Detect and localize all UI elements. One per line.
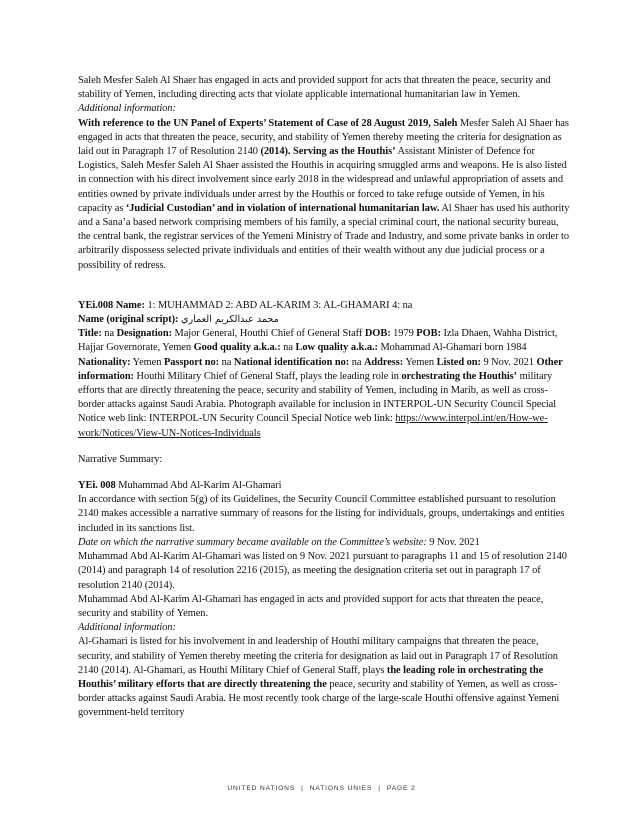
footer-separator: |: [301, 785, 304, 792]
entry-dob-value: 1979: [390, 328, 417, 340]
entry-other-info-label: Other information:: [78, 356, 563, 382]
document-page: [78, 74, 570, 721]
entry-name-value: 1: MUHAMMAD 2: ABD AL-KARIM 3: AL-GHAMARI 4: na: [144, 299, 413, 311]
section1-intro: [78, 74, 570, 273]
narrative-para-1: In accordance with section 5(g) of its Guidelines, the Security Council Committee established pursuant to resolution 2140 makes accessible a narrative summary of reasons for the listing for individuals, groups, undertakings and entities included in its sanctions list.: [78, 494, 565, 534]
body-text-3: Al Shaer has used his authority and a Sana’a based network comprising members of his family, a special criminal court, the national security bureau, the central bank, the registrar services of the Yemeni Ministry of Trade and Industry, and some private banks in order to arbitrarily dispossess selected private individuals and entities of their wealth without any due judicial process or a possibility of redress.: [78, 202, 570, 271]
entry-passport-label: Passport no:: [163, 356, 220, 368]
narrative-date-label: Date on which the narrative summary became available on the Committee’s website:: [78, 536, 427, 548]
entry-designation-value: Major General, Houthi Chief of General Staff: [171, 328, 365, 340]
footer-nations-unies: NATIONS UNIES: [309, 785, 373, 792]
entry-address-value: Yemen: [403, 356, 437, 368]
entry-pob-label: POB:: [416, 328, 441, 340]
narrative-para-3: Muhammad Abd Al-Karim Al-Ghamari has engaged in acts and provided support for acts that threaten the peace, security and stability of Yemen.: [78, 593, 544, 619]
narrative-name: Muhammad Abd Al-Karim Al-Ghamari: [115, 480, 282, 492]
entry-title-value: na: [101, 328, 117, 340]
entry-dob-label: DOB:: [364, 328, 391, 340]
narrative-ref: YEi. 008: [78, 480, 116, 492]
footer-united-nations: UNITED NATIONS: [227, 785, 296, 792]
entry-listed-on-value: 9 Nov. 2021: [480, 356, 537, 368]
entry-original-script-value: محمد عبدالكريم الغماري: [181, 314, 279, 326]
entry-good-aka-label: Good quality a.k.a.:: [193, 342, 281, 354]
entry-original-script-label: Name (original script):: [78, 314, 179, 326]
entry-ref: YEi.008: [78, 299, 114, 311]
entry-nationality-label: Nationality:: [78, 356, 131, 368]
entry-name-label: Name:: [113, 299, 145, 311]
entry-nationality-value: Yemen: [130, 356, 164, 368]
narrative-additional-label: Additional information:: [78, 622, 176, 634]
entry-pob-value: Izla Dhaen, Wahha District, Hajjar Governorate, Yemen: [78, 328, 558, 354]
entry-passport-value: na: [219, 356, 234, 368]
page-footer: [0, 785, 643, 792]
entry-other-info-bold: orchestrating the Houthis’: [401, 370, 518, 382]
entry-national-id-value: na: [349, 356, 364, 368]
entry-designation-label: Designation:: [116, 328, 172, 340]
body-text-2: Assistant Minister of Defence for Logistics, Saleh Mesfer Saleh Al Shaer assisted the Houthis in acquiring smuggled arms and weapons. He is also listed in connection with his direct involvement since early 2018 in the widespread and unlawful appropriation of assets and entities owned by private individuals under arrest by the Houthis or forced to take refuge outside of Yemen, in his capacity as: [78, 146, 567, 214]
narrative-para-2: Muhammad Abd Al-Karim Al-Ghamari was listed on 9 Nov. 2021 pursuant to paragraphs 11 and 15 of resolution 2140 (2014) and paragraph 14 of resolution 2216 (2015), as meeting the designation criteria set out in paragraph 17 of resolution 2140 (2014).: [78, 551, 567, 591]
narrative-heading: Narrative Summary:: [78, 453, 163, 465]
additional-info-label: Additional information:: [78, 103, 176, 115]
narrative-para-4-bold: the leading role in orchestrating the Houthis’ military efforts that are directly threatening the: [78, 664, 544, 690]
entry-listed-on-label: Listed on:: [436, 356, 481, 368]
body-text-1: Mesfer Saleh Al Shaer has engaged in acts that threaten the peace, security, and stability of Yemen thereby meeting the criteria for designation as laid out in Paragraph 17 of Resolution 2140: [78, 117, 569, 158]
footer-page-number: PAGE 2: [386, 785, 416, 792]
entry-good-aka-value: na: [280, 342, 296, 354]
footer-separator: |: [378, 785, 381, 792]
intro-text: Saleh Mesfer Saleh Al Shaer has engaged in acts and provided support for acts that threaten the peace, security and stability of Yemen, including directing acts that violate applicable international humanitarian law in Yemen.: [78, 75, 551, 101]
interpol-notice-link[interactable]: https://www.interpol.int/en/How-we-work/Notices/View-UN-Notices-Individuals: [78, 413, 548, 439]
narrative-para-4b: peace, security and stability of Yemen, as well as cross-border attacks against Saudi Arabia. He most recently took charge of the large-scale Houthi offensive against Yemeni government-held territory: [78, 678, 560, 719]
narrative-date-value: 9 Nov. 2021: [426, 536, 480, 548]
body-bold-2: (2014). Serving as the Houthis’: [260, 146, 396, 158]
sanctions-entry: [78, 299, 570, 441]
entry-low-aka-label: Low quality a.k.a.:: [295, 342, 378, 354]
entry-low-aka-value: Mohammad Al-Ghamari born 1984: [377, 342, 527, 354]
narrative-summary: [78, 479, 570, 720]
entry-other-info-text-2: military efforts that are directly threatening the peace, security and stability of Yemen, including in Marib, as well as cross-border attacks against Saudi Arabia. Photograph available for inclusion in INTERPOL-UN Security Council Special Notice web link: INTERPOL-UN Security Council Special Notice web link:: [78, 370, 557, 425]
entry-other-info-text-1: Houthi Military Chief of General Staff, plays the leading role in: [133, 370, 402, 382]
body-bold-3: ‘Judicial Custodian’ and in violation of international humanitarian law.: [125, 202, 440, 214]
narrative-para-4a: Al-Ghamari is listed for his involvement in and leadership of Houthi military campaigns that threaten the peace, security, and stability of Yemen thereby meeting the criteria for designation as laid out in Paragraph 17 of Resolution 2140 (2014). Al-Ghamari, as Houthi Military Chief of General Staff, plays: [78, 636, 558, 676]
entry-title-label: Title:: [78, 328, 102, 340]
entry-national-id-label: National identification no:: [233, 356, 350, 368]
entry-address-label: Address:: [363, 356, 404, 368]
body-bold-1: With reference to the UN Panel of Experts’ Statement of Case of 28 August 2019, Saleh: [78, 117, 458, 129]
